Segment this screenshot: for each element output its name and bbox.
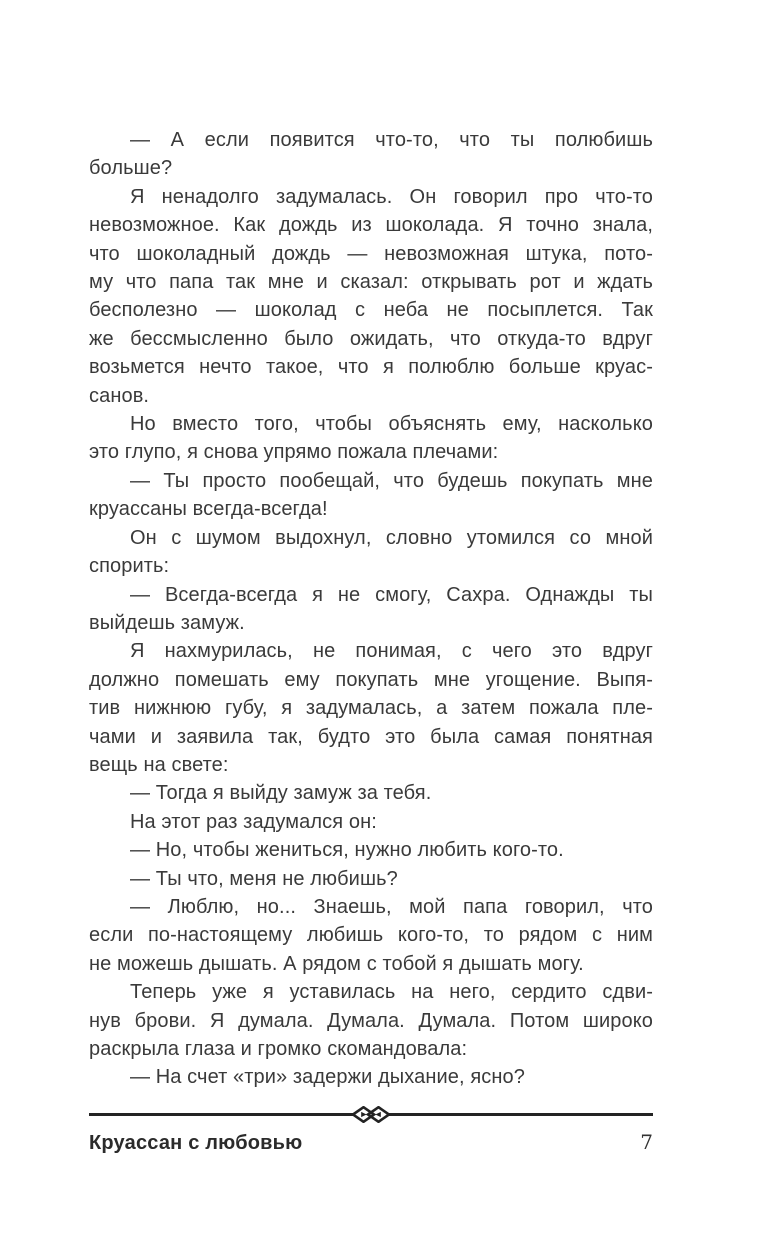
- text-line: Он с шумом выдохнул, словно утомился со мной: [130, 526, 653, 549]
- paragraph: [89, 893, 653, 978]
- text-line: не можешь дышать. А рядом с тобой я дышать могу.: [89, 952, 584, 975]
- text-line: Теперь уже я уставилась на него, сердито сдви-: [130, 981, 653, 1004]
- text-line: му что папа так мне и сказал: открывать рот и ждать: [89, 271, 653, 294]
- text-line: же бессмысленно было ожидать, что откуда-то вдруг: [89, 327, 653, 350]
- paragraph: [89, 637, 653, 779]
- text-line: раскрыла глаза и громко скомандовала:: [89, 1038, 468, 1060]
- text-line: — На счет «три» задержи дыхание, ясно?: [130, 1066, 525, 1089]
- double-diamond-ornament-icon: [352, 1106, 390, 1123]
- running-book-title: Круассан с любовью: [89, 1132, 303, 1154]
- page-number: 7: [640, 1130, 653, 1154]
- text-line: спорить:: [89, 555, 170, 578]
- text-line: это глупо, я снова упрямо пожала плечами:: [89, 441, 499, 464]
- text-line: возьмется нечто такое, что я полюблю больше круас-: [89, 356, 653, 379]
- text-line: тив нижнюю губу, я задумалась, а затем пожала пле-: [89, 697, 653, 720]
- text-line: — Тогда я выйду замуж за тебя.: [130, 782, 432, 805]
- paragraph: [89, 581, 653, 638]
- text-line: — Ты что, меня не любишь?: [130, 867, 398, 890]
- text-line: круассаны всегда-всегда!: [89, 498, 328, 521]
- text-line: невозможное. Как дождь из шоколада. Я точно знала,: [89, 214, 653, 237]
- paragraph: [89, 467, 653, 524]
- text-line: На этот раз задумался он:: [130, 810, 377, 833]
- text-line: — А если появится что-то, что ты полюбишь: [130, 129, 653, 151]
- paragraph: [89, 836, 653, 864]
- paragraph: [89, 865, 653, 893]
- text-line: — Всегда-всегда я не смогу, Сахра. Однажды ты: [130, 583, 653, 606]
- paragraph: [89, 126, 653, 183]
- paragraph: [89, 779, 653, 807]
- text-line: должно помешать ему покупать мне угощение. Выпя-: [89, 668, 653, 691]
- text-line: если по-настоящему любишь кого-то, то рядом с ним: [89, 924, 653, 947]
- text-line: что шоколадный дождь — невозможная штука, пото-: [89, 242, 653, 265]
- footer-rule: [89, 1106, 653, 1123]
- paragraph: [89, 808, 653, 836]
- text-line: — Но, чтобы жениться, нужно любить кого-то.: [130, 839, 564, 862]
- paragraph: [89, 978, 653, 1063]
- text-line: вещь на свете:: [89, 753, 229, 776]
- text-line: нув брови. Я думала. Думала. Думала. Потом широко: [89, 1009, 653, 1032]
- body-text: [89, 126, 653, 1092]
- text-line: — Люблю, но... Знаешь, мой папа говорил, что: [130, 895, 653, 918]
- paragraph: [89, 410, 653, 467]
- paragraph: [89, 524, 653, 581]
- text-line: Но вместо того, чтобы объяснять ему, насколько: [130, 413, 653, 436]
- footer-row: [89, 1130, 653, 1155]
- text-line: больше?: [89, 157, 173, 180]
- text-line: выйдешь замуж.: [89, 611, 245, 634]
- text-line: Я ненадолго задумалась. Он говорил про что-то: [130, 185, 653, 208]
- text-line: — Ты просто пообещай, что будешь покупать мне: [130, 469, 653, 492]
- text-line: чами и заявила так, будто это была самая понятная: [89, 725, 653, 748]
- paragraph: [89, 183, 653, 410]
- text-line: Я нахмурилась, не понимая, с чего это вдруг: [130, 640, 653, 663]
- text-line: санов.: [89, 384, 150, 407]
- paragraph: [89, 1063, 653, 1091]
- footer: [89, 1106, 653, 1155]
- text-line: бесполезно — шоколад с неба не посыплется. Так: [89, 299, 653, 322]
